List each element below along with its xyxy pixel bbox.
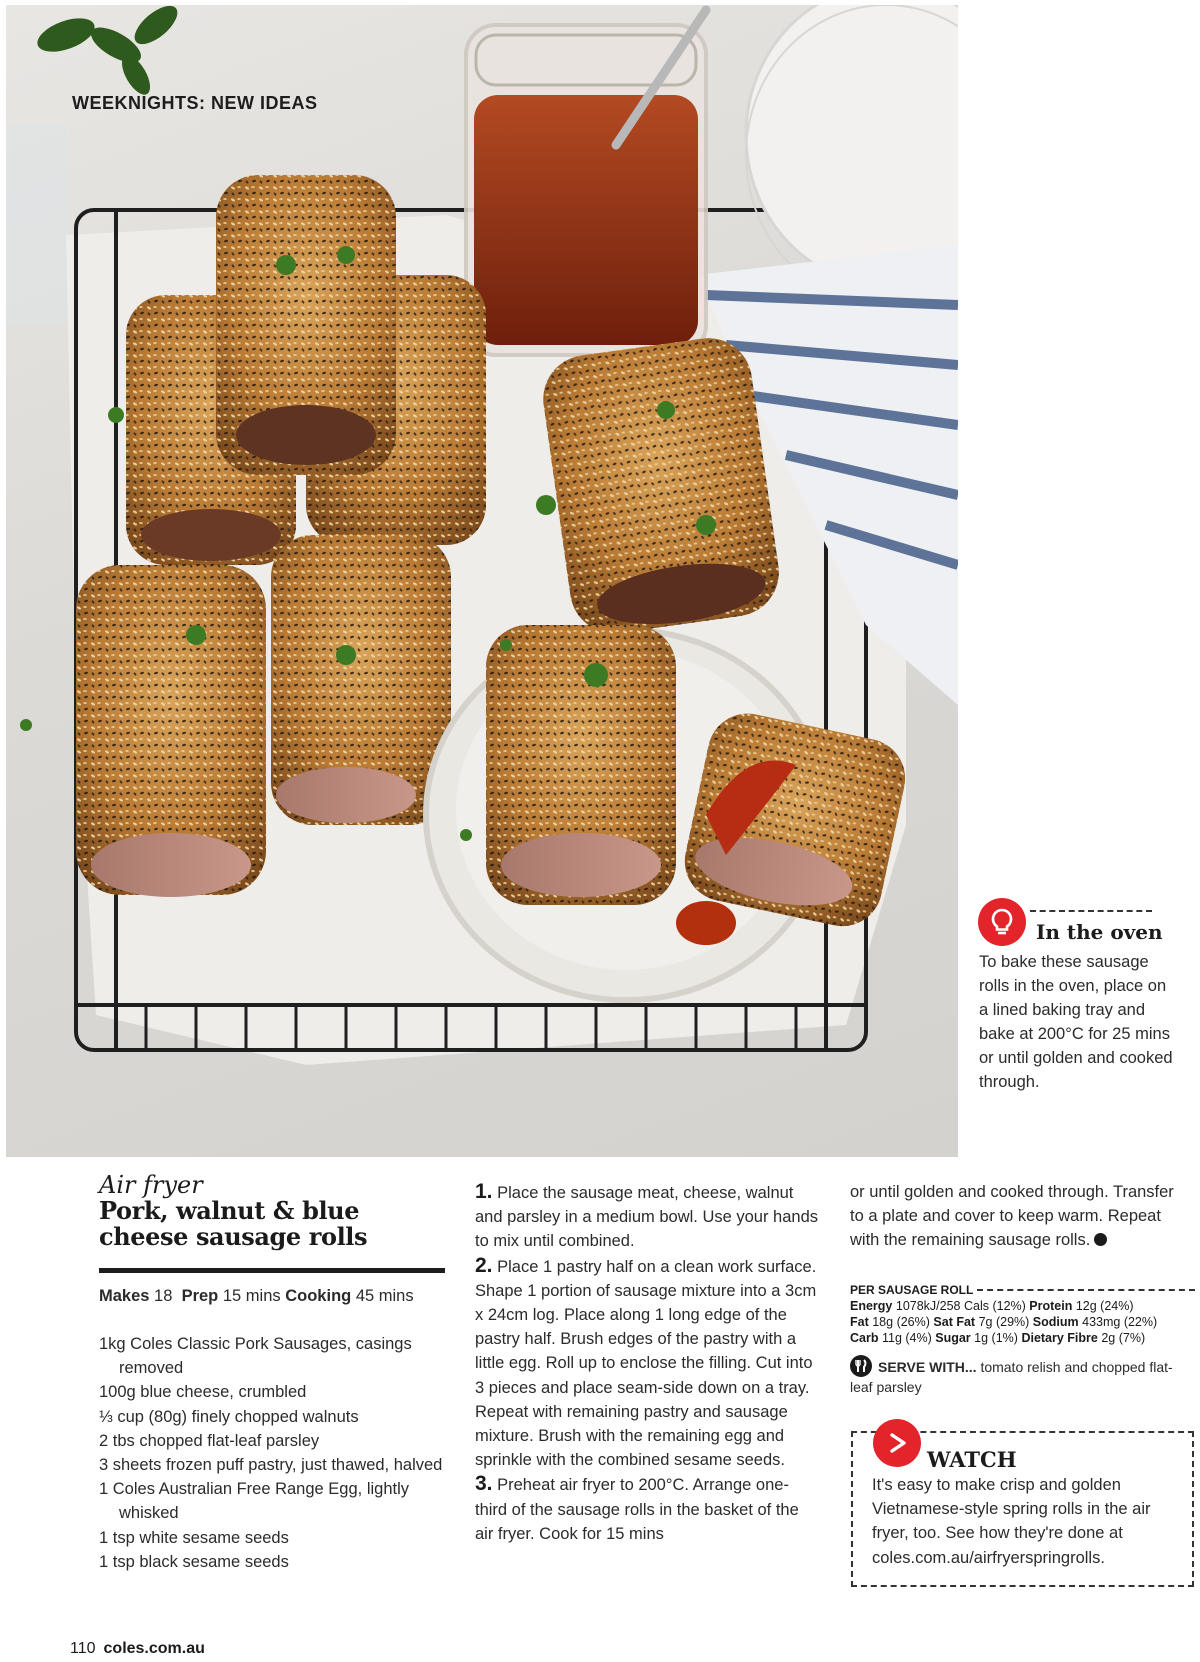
nutrition-heading-row (850, 1282, 1195, 1298)
end-mark-icon (1094, 1233, 1107, 1246)
nutrient-label: Fat (850, 1315, 869, 1329)
method-step (475, 1254, 820, 1473)
cooking-value: 45 mins (355, 1287, 414, 1305)
nutrient-value: 2g (7%) (1101, 1331, 1146, 1345)
sausage-rolls-illustration (6, 5, 958, 1157)
cooking-label: Cooking (285, 1287, 352, 1305)
makes-label: Makes (99, 1287, 150, 1305)
step-text: Preheat air fryer to 200°C. Arrange one-third of the sausage rolls in the basket of the air fryer. Cook for 15 mins (475, 1476, 799, 1543)
method-continued-column (850, 1180, 1190, 1253)
step-number: 3. (475, 1472, 493, 1496)
recipe-type: Air fryer (99, 1171, 203, 1199)
makes-value: 18 (154, 1287, 173, 1305)
parsley-garnish (33, 5, 184, 99)
nutrient-value: 1078kJ/258 Cals (12%) (895, 1299, 1026, 1313)
relish-jar (466, 10, 706, 355)
step-number: 1. (475, 1180, 493, 1203)
ingredient-item: 3 sheets frozen puff pastry, just thawed, halved (99, 1456, 443, 1475)
serve-with-text: tomato relish and chopped flat-leaf parsley (850, 1359, 1173, 1395)
ingredient-item: 1kg Coles Classic Pork Sausages, casings removed (99, 1335, 412, 1378)
nutrition-row (850, 1314, 1195, 1330)
nutrient-label: Dietary Fibre (1021, 1331, 1098, 1345)
play-icon[interactable] (873, 1419, 921, 1467)
step-number: 2. (475, 1253, 493, 1277)
nutrient-value: 7g (29%) (978, 1315, 1030, 1329)
nutrient-label: Sodium (1032, 1315, 1079, 1329)
nutrient-label: Energy (850, 1299, 893, 1313)
method-step (475, 1180, 820, 1254)
prep-value: 15 mins (222, 1287, 281, 1305)
nutrient-label: Sugar (935, 1331, 971, 1345)
nutrient-value: 18g (26%) (872, 1315, 930, 1329)
serve-with-label: SERVE WITH... (878, 1359, 977, 1375)
recipe-photo (6, 5, 958, 1157)
nutrient-value: 1g (1%) (974, 1331, 1018, 1345)
step-text: Place 1 pastry half on a clean work surface. Shape 1 portion of sausage mixture into a 3cm x 24cm log. Place along 1 long edge of the pastry half. Brush edges of the pastry with a little egg. Roll up to enclose the filling. Cut into 3 pieces and place seam-side down on a tray. Repeat with remaining pastry and sausage mixture. Brush with the remaining egg and sprinkle with the combined sesame seeds. (475, 1257, 817, 1470)
nutrition-heading: PER SAUSAGE ROLL (850, 1283, 974, 1297)
footer-site[interactable]: coles.com.au (103, 1640, 205, 1657)
recipe-meta (99, 1287, 445, 1306)
watch-title: WATCH (927, 1447, 1017, 1472)
tip-title: In the oven (1036, 920, 1163, 944)
method-continued-text: or until golden and cooked through. Transfer to a plate and cover to keep warm. Repeat with the remaining sausage rolls. (850, 1183, 1174, 1250)
tip-divider (1030, 910, 1152, 912)
watch-body[interactable]: It's easy to make crisp and golden Vietnamese-style spring rolls in the air fryer, too. See how they're done at coles.com.au/airfryerspringrolls. (872, 1476, 1151, 1567)
tip-body: To bake these sausage rolls in the oven, place on a lined baking tray and bake at 200°C for 25 mins or until golden and cooked through. (979, 953, 1173, 1091)
nutrient-value: 433mg (22%) (1082, 1315, 1158, 1329)
ingredients-list (99, 1332, 445, 1574)
cutlery-icon (850, 1355, 872, 1377)
nutrient-value: 12g (24%) (1075, 1299, 1134, 1313)
page-footer (70, 1640, 205, 1658)
section-label: WEEKNIGHTS: NEW IDEAS (72, 93, 318, 113)
nutrient-label: Protein (1029, 1299, 1073, 1313)
nutrient-value: 11g (4%) (881, 1331, 932, 1345)
nutrition-row (850, 1298, 1195, 1314)
prep-label: Prep (181, 1287, 219, 1305)
nutrient-label: Sat Fat (933, 1315, 976, 1329)
step-text: Place the sausage meat, cheese, walnut and parsley in a medium bowl. Use your hands to mix until combined. (475, 1184, 819, 1251)
recipe-header-column (99, 1172, 445, 1574)
lightbulb-icon (978, 898, 1026, 946)
ingredient-item: 2 tbs chopped flat-leaf parsley (99, 1431, 320, 1450)
recipe-title: Pork, walnut & blue cheese sausage rolls (99, 1196, 368, 1251)
page-number: 110 (70, 1640, 96, 1657)
method-column (475, 1180, 820, 1546)
ingredient-item: 1 tsp black sesame seeds (99, 1552, 289, 1571)
method-step (475, 1472, 820, 1546)
ingredient-item: 1 tsp white sesame seeds (99, 1528, 289, 1547)
ingredient-item: ⅓ cup (80g) finely chopped walnuts (99, 1407, 359, 1426)
nutrition-row (850, 1330, 1195, 1346)
nutrition-divider (977, 1289, 1195, 1291)
nutrition-panel (850, 1282, 1195, 1346)
serve-with (850, 1355, 1190, 1397)
ingredient-item: 100g blue cheese, crumbled (99, 1383, 307, 1402)
ingredient-item: 1 Coles Australian Free Range Egg, lightly whisked (99, 1480, 410, 1523)
watch-box (851, 1431, 1194, 1587)
title-divider (99, 1268, 445, 1273)
nutrient-label: Carb (850, 1331, 879, 1345)
